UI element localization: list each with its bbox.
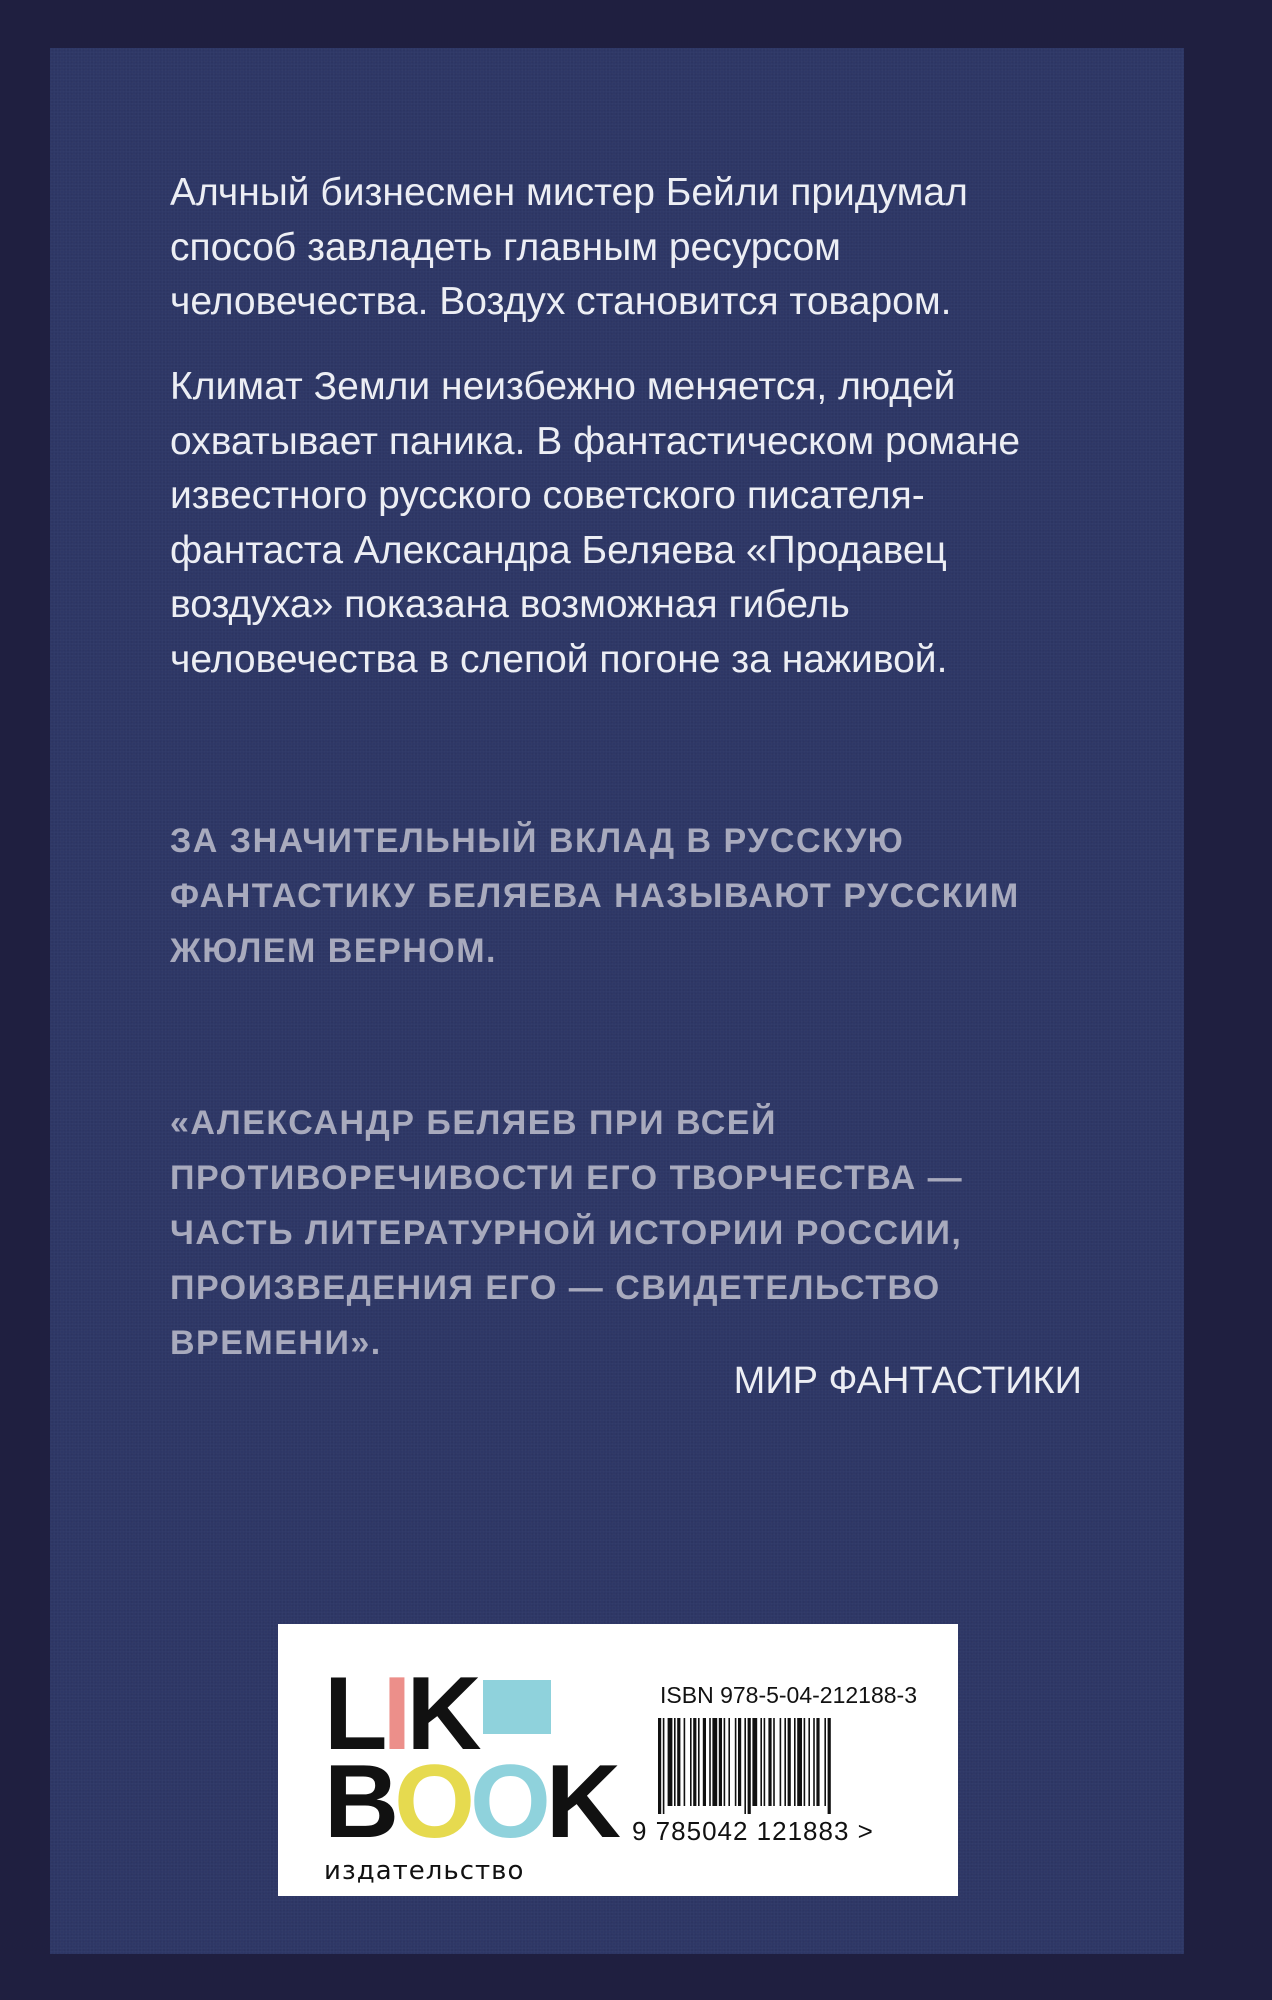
- blurb-line: человечества в слепой погоне за наживой.: [170, 637, 948, 681]
- blurb-paragraph-1: [170, 166, 1070, 330]
- quote-line: ПРОТИВОРЕЧИВОСТИ ЕГО ТВОРЧЕСТВА —: [170, 1159, 964, 1197]
- blurb-line: охватывает паника. В фантастическом романе: [170, 419, 1021, 463]
- author-fact: [170, 814, 1070, 979]
- blurb-line: фантаста Александра Беляева «Продавец: [170, 528, 947, 572]
- back-cover: [50, 48, 1184, 1954]
- barcode-digits: 9 785042 121883 >: [632, 1816, 874, 1846]
- quote-line: ЧАСТЬ ЛИТЕРАТУРНОЙ ИСТОРИИ РОССИИ,: [170, 1214, 963, 1252]
- fact-line: ЖЮЛЕМ ВЕРНОМ.: [170, 932, 497, 970]
- blurb-paragraph-2: [170, 360, 1070, 687]
- fact-line: ЗА ЗНАЧИТЕЛЬНЫЙ ВКЛАД В РУССКУЮ: [170, 822, 905, 860]
- blurb-line: Алчный бизнесмен мистер Бейли придумал: [170, 171, 968, 214]
- review-quote: [170, 1096, 1070, 1371]
- quote-line: «АЛЕКСАНДР БЕЛЯЕВ ПРИ ВСЕЙ: [170, 1104, 777, 1142]
- quote-line: ПРОИЗВЕДЕНИЯ ЕГО — СВИДЕТЕЛЬСТВО: [170, 1269, 941, 1307]
- logo-subtitle: издательство: [324, 1856, 525, 1886]
- quote-line: ВРЕМЕНИ».: [170, 1324, 382, 1362]
- logo-letter: K: [545, 1744, 617, 1860]
- barcode-icon: [656, 1718, 896, 1814]
- likebook-logo: [324, 1656, 617, 1886]
- fact-line: ФАНТАСТИКУ БЕЛЯЕВА НАЗЫВАЮТ РУССКИМ: [170, 877, 1020, 915]
- logo-letter: I: [382, 1656, 407, 1772]
- blurb-line: воздуха» показана возможная гибель: [170, 583, 850, 626]
- logo-letter: O: [394, 1744, 471, 1860]
- logo-letter: K: [406, 1656, 477, 1772]
- isbn-label: ISBN 978-5-04-212188-3: [660, 1682, 917, 1708]
- publisher-barcode-panel: [278, 1624, 958, 1896]
- logo-word-book: [324, 1744, 617, 1860]
- logo-letter: L: [324, 1656, 383, 1772]
- logo-letter: O: [470, 1744, 546, 1860]
- quote-source: МИР ФАНТАСТИКИ: [733, 1360, 1082, 1402]
- blurb-line: способ завладеть главным ресурсом: [170, 225, 841, 269]
- blurb-line: человечества. Воздух становится товаром.: [170, 280, 952, 323]
- logo-letter: B: [324, 1744, 395, 1860]
- blurb-line: Климат Земли неизбежно меняется, людей: [170, 365, 956, 408]
- blurb-line: известного русского советского писателя-: [170, 474, 925, 517]
- logo-stripes-icon: [483, 1680, 551, 1752]
